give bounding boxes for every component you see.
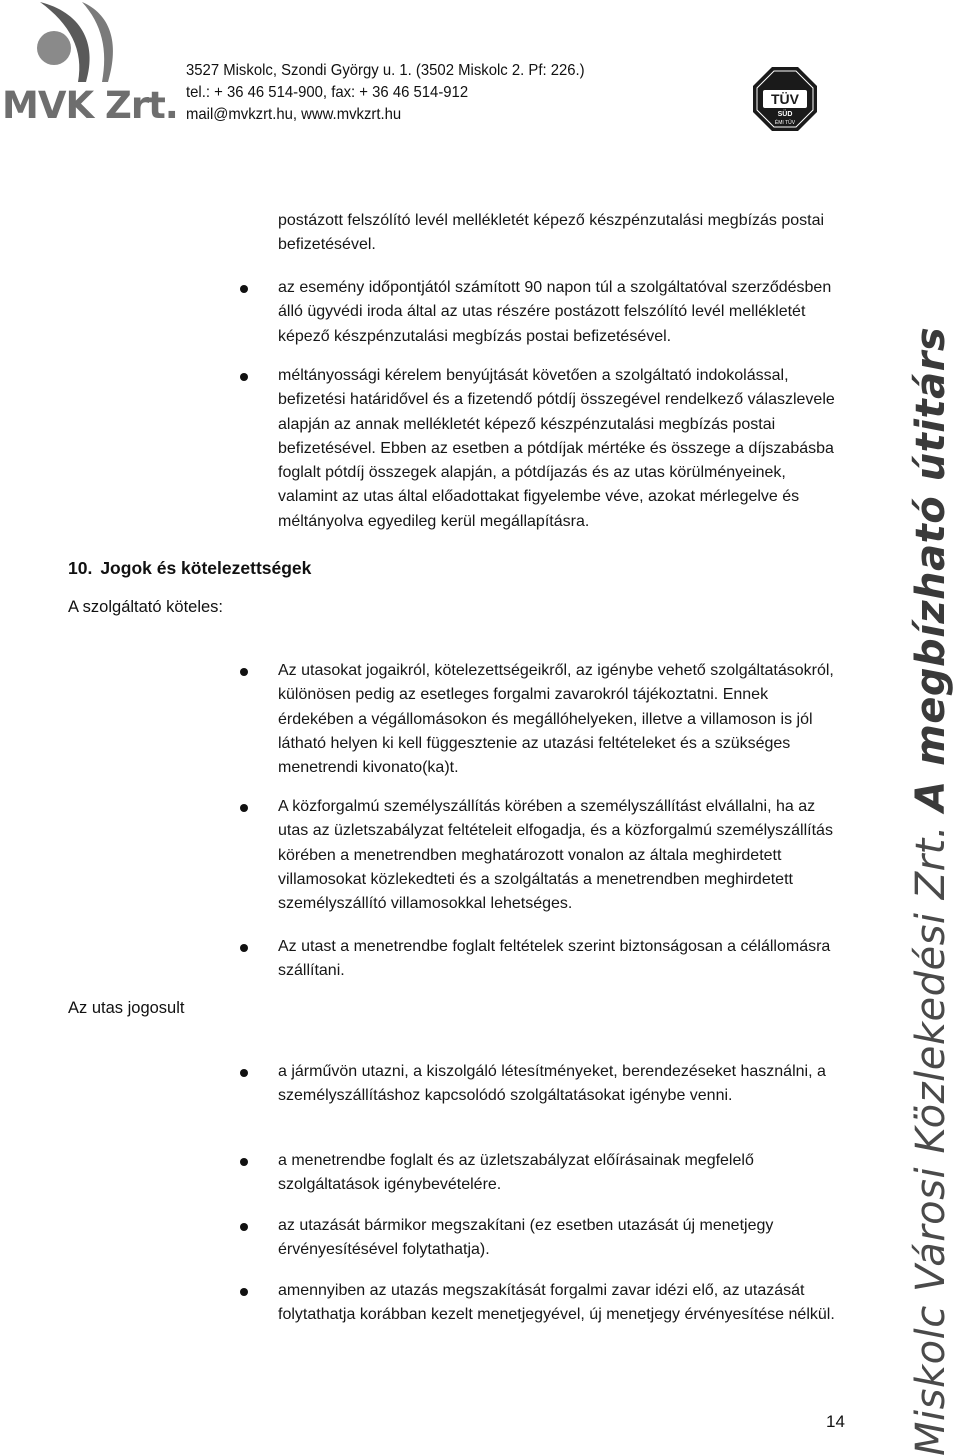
contact-block — [186, 60, 585, 126]
phone-line: tel.: + 36 46 514-900, fax: + 36 46 514-912 — [186, 84, 469, 101]
bullet-icon — [240, 1288, 248, 1296]
sidebar-slogan: A megbízható útitárs — [908, 326, 954, 812]
section-title: Jogok és kötelezettségek — [100, 558, 312, 578]
list-item: méltányossági kérelem benyújtását követően a szolgáltató indokolással, befizetési határidővel és a fizetendő pótdíj összegével rendelkező válaszlevele alapján az annak mellékletét képező készpénzutalási megbízás postai befizetésével. Ebben az esetben a pótdíjak mértéke és összege a díjszabásba foglalt pótdíj összegek alapján, a pótdíjazás és az utas körülményeinek, valamint az utas által előadottakat figyelembe véve, azokat mérlegelve és méltányolva egyedileg kerül megállapításra. — [278, 367, 835, 530]
sidebar-company-slogan — [906, 326, 956, 1456]
section-number: 10. — [68, 558, 93, 578]
tuv-certification-badge — [752, 66, 818, 132]
list-item: az utazását bármikor megszakítani (ez esetben utazását új menetjegy érvényesítésével folytathatja). — [278, 1217, 774, 1259]
page-number: 14 — [826, 1412, 845, 1431]
list-item: Az utasokat jogaikról, kötelezettségeikről, az igénybe vehető szolgáltatásokról, különösen pedig az esetleges forgalmi zavarokról tájékoztatni. Ennek érdekében a végállomásokon és megállóhelyeken, illetve a villamoson is jól látható helyen ki kell függesztenie az utazási feltételeket és a szükséges menetrendi kivonato(ka)t. — [278, 662, 834, 777]
list-item: a járművön utazni, a kiszolgáló létesítményeket, berendezéseket használni, a személyszállításhoz kapcsolódó szolgáltatásokat igénybe venni. — [278, 1063, 826, 1105]
bullet-icon — [240, 285, 248, 293]
tuv-seal-icon — [752, 66, 818, 132]
passenger-label: Az utas jogosult — [68, 999, 185, 1017]
bullet-icon — [240, 373, 248, 381]
bullet-icon — [240, 804, 248, 812]
tuv-bottom-label: ÉMI TÜV — [774, 120, 796, 126]
mvk-logo-mark-icon — [20, 2, 120, 82]
list-item: A közforgalmú személyszállítás körében a személyszállítást elvállalni, ha az utas az üzletszabályzat feltételeit elfogadja, és a közforgalmú személyszállítás körében a menetrendben meghatározott vonalon az általa meghirdetett villamosokat közlekedteti és a szolgáltatás a menetrendben meghirdetett személyszállító villamosokkal lehetséges. — [278, 798, 833, 913]
sidebar-company: Miskolc Városi Közlekedési Zrt. — [908, 824, 954, 1456]
tuv-label: TÜV — [771, 91, 799, 107]
bullet-icon — [240, 1069, 248, 1077]
list-item: a menetrendbe foglalt és az üzletszabályzat előírásainak megfelelő szolgáltatások igénybevételére. — [278, 1152, 754, 1194]
tuv-sub-label: SÜD — [777, 111, 793, 118]
section-heading — [68, 558, 311, 579]
bullet-icon — [240, 944, 248, 952]
mvk-logo — [0, 0, 178, 135]
provider-label: A szolgáltató köteles: — [68, 598, 224, 616]
list-item: amennyiben az utazás megszakítását forgalmi zavar idézi elő, az utazását folytathatja korábban kezelt menetjegyével, új menetjegy érvényesítése nélkül. — [278, 1282, 835, 1324]
web-line: mail@mvkzrt.hu, www.mvkzrt.hu — [186, 106, 402, 123]
logo-text: MVK Zrt. — [2, 84, 178, 127]
bullet-icon — [240, 668, 248, 676]
address-line: 3527 Miskolc, Szondi György u. 1. (3502 Miskolc 2. Pf: 226.) — [186, 62, 585, 79]
continuation-paragraph: postázott felszólító levél mellékletét képező készpénzutalási megbízás postai befizetésével. — [278, 212, 825, 254]
bullet-icon — [240, 1223, 248, 1231]
bullet-icon — [240, 1158, 248, 1166]
list-item: Az utast a menetrendbe foglalt feltételek szerint biztonságosan a célállomásra szállítani. — [278, 938, 831, 980]
page-header — [0, 0, 960, 150]
list-item: az esemény időpontjától számított 90 napon túl a szolgáltatóval szerződésben álló ügyvédi iroda által az utas részére postázott felszólító levél mellékletét képező készpénzutalási megbízás postai befizetésével. — [278, 279, 832, 345]
